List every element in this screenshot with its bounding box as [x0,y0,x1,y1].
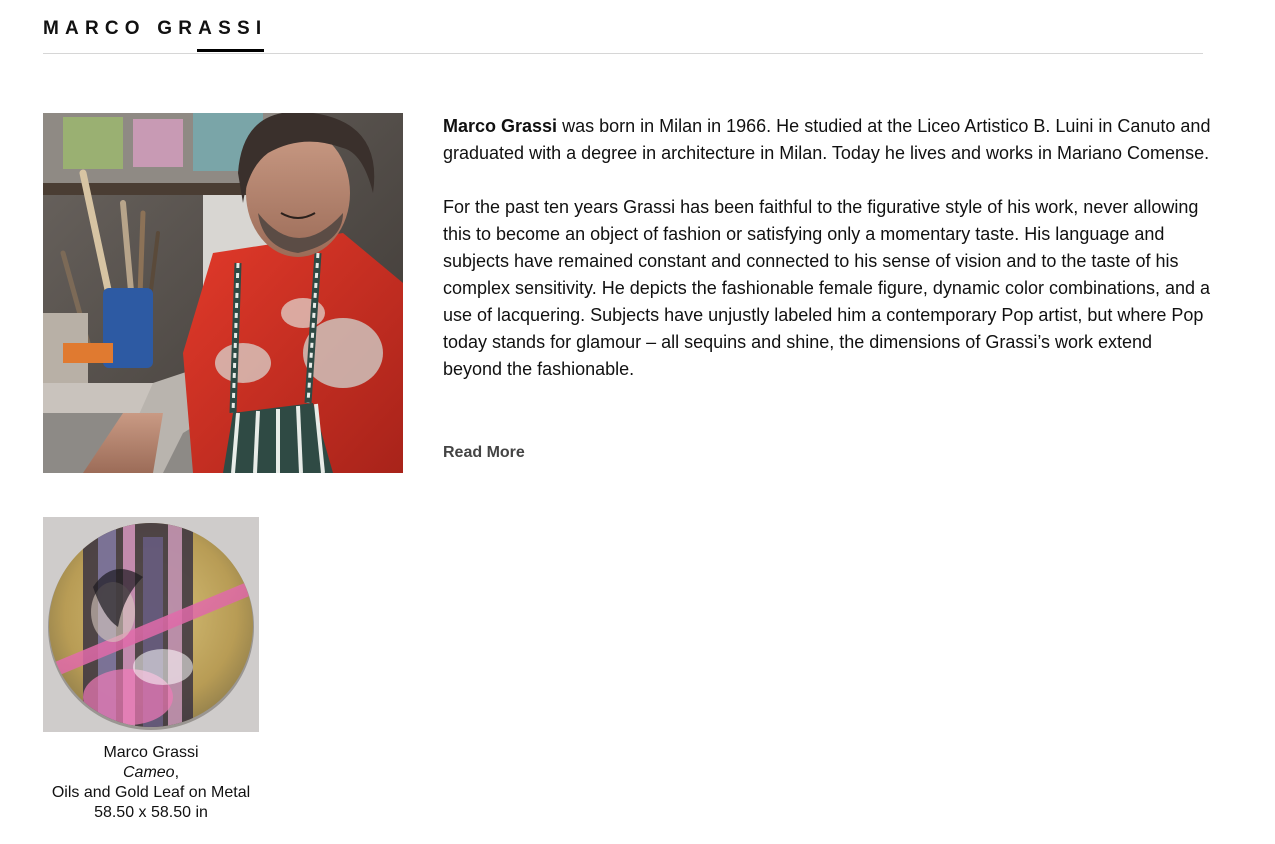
artwork-title-line [43,763,259,783]
read-more-link[interactable]: Read More [443,444,525,461]
artwork-medium: Oils and Gold Leaf on Metal [51,784,251,801]
artwork-title-suffix: , [174,764,180,781]
artwork-thumbnail[interactable] [43,517,259,732]
artwork-title: Cameo [122,764,175,781]
page-header [43,0,1203,54]
artwork-caption [43,743,259,823]
bio-paragraph-1 [443,113,1213,167]
bio-paragraph-1-text: was born in Milan in 1966. He studied at the Liceo Artistico B. Luini in Canuto and graduated with a degree in architecture in Milan. Today he lives and works in Mariano Comense. [443,116,1211,163]
artist-bio [443,113,1213,410]
artist-portrait-photo [43,113,403,473]
artwork-card[interactable] [43,517,259,823]
active-tab-underline [197,49,264,52]
bio-artist-name: Marco Grassi [443,116,558,136]
bio-paragraph-2: For the past ten years Grassi has been faithful to the figurative style of his work, never allowing this to become an object of fashion or satisfying only a momentary taste. His language and subjects have remained constant and connected to his sense of vision and to the taste of his complex sensitivity. He depicts the fashionable female figure, dynamic color combinations, and a use of lacquering. Subjects have unjustly labeled him a contemporary Pop artist, but where Pop today stands for glamour – all sequins and shine, the dimensions of Grassi’s work extend beyond the fashionable. [443,197,1211,379]
artwork-dimensions: 58.50 x 58.50 in [94,804,208,821]
artist-name-heading: MARCO GRASSI [43,18,268,39]
artwork-artist: Marco Grassi [103,744,199,761]
